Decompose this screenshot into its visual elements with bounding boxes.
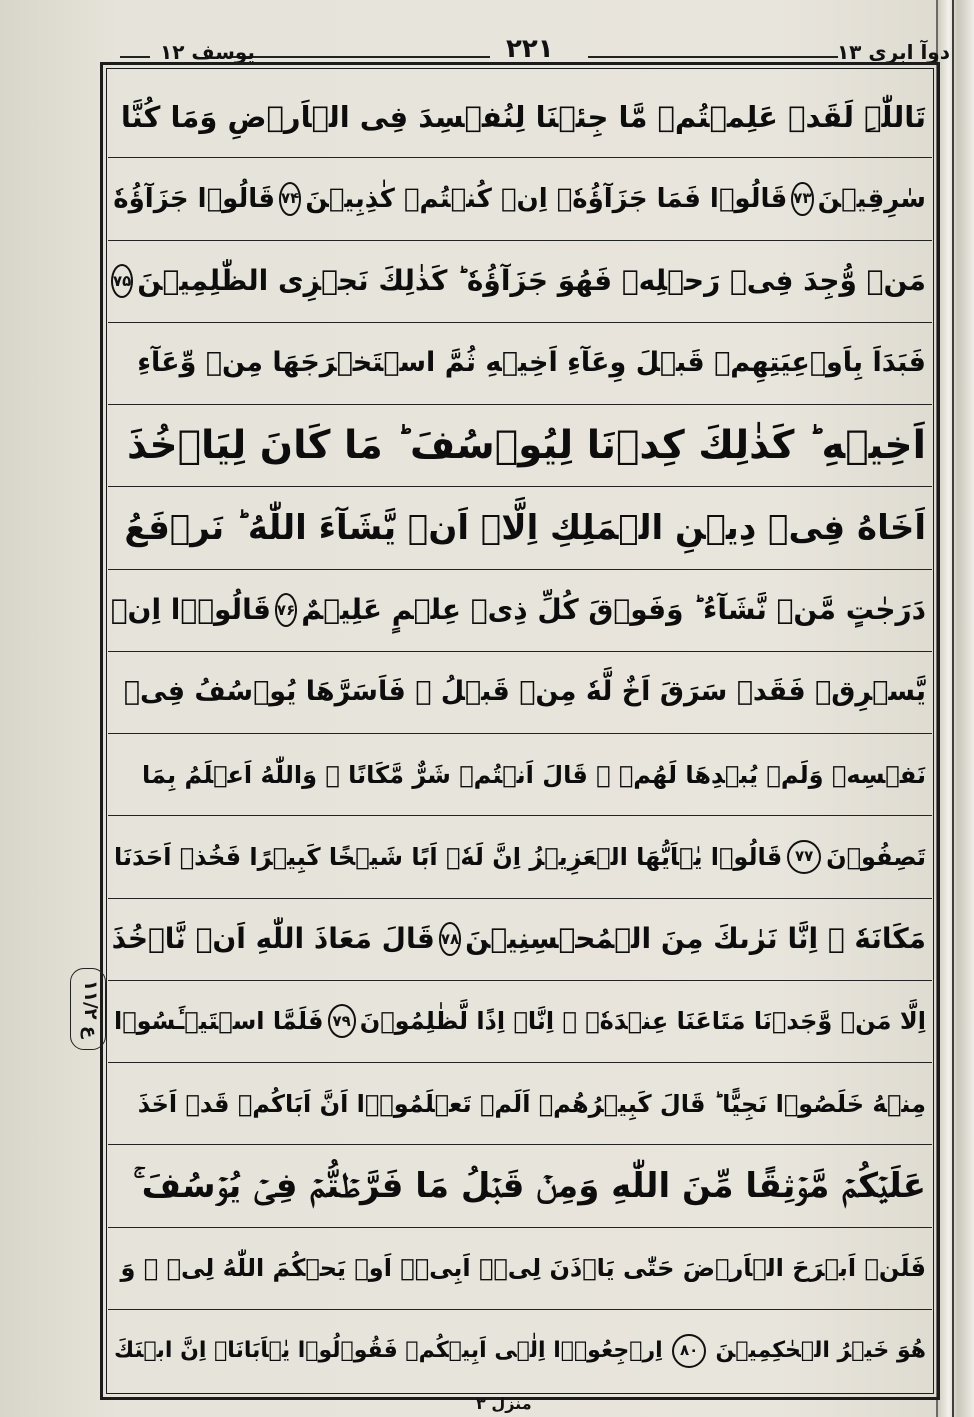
text-line [108,323,932,405]
verse-text: هُوَ خَیۡرُ الۡحٰكِمِیۡنَ [715,1337,926,1363]
verse-text: قَالُوۡا جَزَآؤُهٗ [113,183,276,214]
verse-text: فَلَنۡ اَبۡرَحَ الۡاَرۡضَ حَتّٰی یَاۡذَنَ لِیۡۤ اَبِیۡۤ اَوۡ یَحۡكُمَ اللّٰهُ لِیۡ ۚ وَ [120,1254,926,1283]
ayah-number-marker: ۷۹ [328,1004,356,1038]
page-number: ٢٢١ [506,34,554,64]
text-line [108,76,932,158]
verse-text: نَفۡسِهٖ وَلَمۡ یُبۡدِهَا لَهُمۡ ۚ قَالَ اَنۡتُمۡ شَرٌّ مَّكَانًا ۚ وَاللّٰهُ اَعۡلَمُ بِمَا [142,760,926,789]
text-line [108,570,932,652]
ruku-marker: ع ١١/٢ [70,968,106,1050]
text-line [108,405,932,487]
verse-text: عَلَیۡكُمۡ مَّوۡثِقًا مِّنَ اللّٰهِ وَمِنۡ قَبۡلُ مَا فَرَّطۡتُّمۡ فِیۡ یُوۡسُفَ ۚ [133,1165,926,1206]
verse-text: اَخِیۡهِ ؕ كَذٰلِكَ كِدۡنَا لِیُوۡسُفَ ؕ مَا كَانَ لِیَاۡخُذَ [126,422,926,468]
verse-text: مَنۡ وُّجِدَ فِیۡ رَحۡلِهٖ فَهُوَ جَزَآؤُهٗ ؕ كَذٰلِكَ نَجۡزِی الظّٰلِمِیۡنَ [137,264,926,298]
verse-text: تَصِفُوۡنَ [826,842,926,871]
spine-edge [952,0,954,1417]
text-line [108,1063,932,1145]
verse-text: مِنۡهُ خَلَصُوۡا نَجِیًّا ؕ قَالَ كَبِیۡرُهُمۡ اَلَمۡ تَعۡلَمُوۡۤا اَنَّ اَبَاكُمۡ قَدۡ اَخَذَ [137,1089,926,1118]
header-surah-label: یوسف ١٢ [160,40,255,64]
verse-text: دَرَجٰتٍ مَّنۡ نَّشَآءُ ؕ وَفَوۡقَ كُلِّ ذِیۡ عِلۡمٍ عَلِیۡمٌ [301,593,926,627]
header-rule-left-start [120,56,150,58]
verse-text: قَالُوۡا فَمَا جَزَآؤُهٗۤ اِنۡ كُنۡتُمۡ كٰذِبِیۡنَ [305,183,788,214]
text-line [108,652,932,734]
verse-text: سٰرِقِیۡنَ [817,183,926,214]
ayah-number-marker: ۷۸ [439,922,461,956]
verse-text: قَالَ مَعَاذَ اللّٰهِ اَنۡ نَّاۡخُذَ [111,922,435,956]
text-line [108,1145,932,1227]
ayah-number-marker: ۸۰ [672,1334,706,1368]
text-line [108,158,932,240]
verse-text: اِلَّا مَنۡ وَّجَدۡنَا مَتَاعَنَا عِنۡدَهٗۤ ۙ اِنَّاۤ اِذًا لَّظٰلِمُوۡنَ [359,1007,926,1036]
verse-text: اَخَاهُ فِیۡ دِیۡنِ الۡمَلِكِ اِلَّاۤ اَنۡ یَّشَآءَ اللّٰهُ ؕ نَرۡفَعُ [124,507,926,548]
text-line [108,487,932,569]
text-line [108,816,932,898]
verse-text: فَلَمَّا اسۡتَیۡـَٔسُوۡا [114,1007,324,1036]
text-body [108,76,932,1392]
header-rule-right [588,56,838,58]
text-line [108,1228,932,1310]
manzil-footer: منزل ٣ [476,1394,532,1413]
text-line [108,1310,932,1392]
ayah-number-marker: ۷۵ [111,264,133,298]
ayah-number-marker: ۷۳ [791,182,813,216]
text-line [108,981,932,1063]
ayah-number-marker: ۷۷ [787,840,821,874]
text-line [108,734,932,816]
header-rule-left [230,56,490,58]
ayah-number-marker: ۷۶ [275,593,297,627]
verse-text: فَبَدَاَ بِاَوۡعِیَتِهِمۡ قَبۡلَ وِعَآءِ اَخِیۡهِ ثُمَّ اسۡتَخۡرَجَهَا مِنۡ وِّعَآءِ [137,347,926,379]
verse-text: یَّسۡرِقۡ فَقَدۡ سَرَقَ اَخٌ لَّهٗ مِنۡ قَبۡلُ ۚ فَاَسَرَّهَا یُوۡسُفُ فِیۡ [123,676,926,708]
verse-text: مَكَانَهٗ ۚ اِنَّا نَرٰىكَ مِنَ الۡمُحۡسِنِیۡنَ [465,922,926,956]
header-juz-label: دوآ ابری ١٣ [836,40,950,64]
text-line [108,241,932,323]
verse-text: قَالُوۡا یٰۤاَیُّهَا الۡعَزِیۡزُ اِنَّ لَهٗۤ اَبًا شَیۡخًا كَبِیۡرًا فَخُذۡ اَحَدَنَا [114,842,783,871]
ayah-number-marker: ۷۴ [279,182,301,216]
verse-text: قَالُوۡۤا اِنۡ [110,593,271,627]
book-spine [936,0,974,1417]
text-line [108,899,932,981]
verse-text: اِرۡجِعُوۡۤا اِلٰۤی اَبِیۡكُمۡ فَقُوۡلُوۡا یٰۤاَبَانَاۤ اِنَّ ابۡنَكَ [114,1337,663,1363]
verse-text: تَاللّٰہِ لَقَدۡ عَلِمۡتُمۡ مَّا جِئۡنَا لِنُفۡسِدَ فِی الۡاَرۡضِ وَمَا كُنَّا [120,99,926,134]
